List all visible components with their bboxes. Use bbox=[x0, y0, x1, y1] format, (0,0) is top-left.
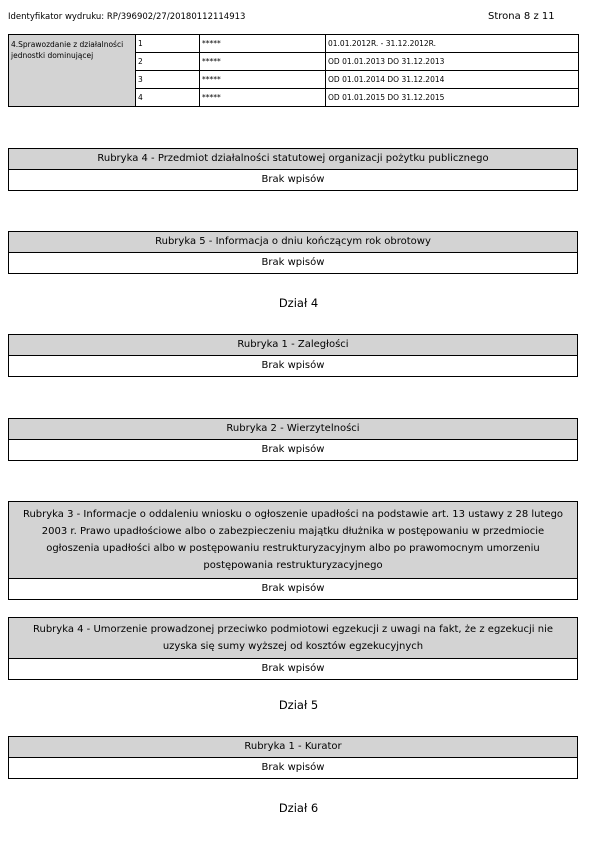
masked-value: ***** bbox=[200, 89, 326, 107]
table-row bbox=[9, 35, 579, 53]
row-number: 2 bbox=[136, 53, 200, 71]
rubryka-title: Rubryka 2 - Wierzytelności bbox=[9, 419, 577, 440]
period: OD 01.01.2014 DO 31.12.2014 bbox=[326, 71, 579, 89]
sprawozdanie-table bbox=[8, 34, 579, 107]
period: OD 01.01.2013 DO 31.12.2013 bbox=[326, 53, 579, 71]
period: OD 01.01.2015 DO 31.12.2015 bbox=[326, 89, 579, 107]
rubryka-title: Rubryka 1 - Kurator bbox=[9, 737, 577, 758]
section-heading-dzial-6: Dział 6 bbox=[278, 801, 319, 815]
empty-entry: Brak wpisów bbox=[261, 762, 325, 773]
empty-entry: Brak wpisów bbox=[261, 583, 325, 594]
section-heading-dzial-4: Dział 4 bbox=[278, 296, 319, 310]
rubryka-5-box bbox=[8, 231, 578, 274]
rubryka-2-box bbox=[8, 418, 578, 461]
rubryka-title: Rubryka 4 - Przedmiot działalności statutowej organizacji pożytku publicznego bbox=[9, 149, 577, 170]
rubryka-title: Rubryka 5 - Informacja o dniu kończącym rok obrotowy bbox=[9, 232, 577, 253]
rubryka-title: Rubryka 3 - Informacje o oddaleniu wniosku o ogłoszenie upadłości na podstawie art. 13 ustawy z 28 lutego 2003 r. Prawo upadłościowe albo o zabezpieczeniu majątku dłużnika w postępowaniu w przedmiocie ogłoszenia upadłości albo w postępowaniu restrukturyzacyjnym albo po prawomocnym umorzeniu postępowania restrukturyzacyjnego bbox=[9, 502, 577, 579]
row-number: 1 bbox=[136, 35, 200, 53]
rubryka-4-egzekucja-box bbox=[8, 617, 578, 680]
period: 01.01.2012R. - 31.12.2012R. bbox=[326, 35, 579, 53]
page-number: Strona 8 z 11 bbox=[488, 11, 555, 22]
empty-entry: Brak wpisów bbox=[261, 174, 325, 185]
empty-entry: Brak wpisów bbox=[261, 257, 325, 268]
rubryka-4-box bbox=[8, 148, 578, 191]
rubryka-kurator-box bbox=[8, 736, 578, 779]
masked-value: ***** bbox=[200, 35, 326, 53]
masked-value: ***** bbox=[200, 53, 326, 71]
print-identifier: Identyfikator wydruku: RP/396902/27/20180112114913 bbox=[8, 12, 246, 22]
empty-entry: Brak wpisów bbox=[261, 663, 325, 674]
sprawozdanie-label: 4.Sprawozdanie z działalności jednostki dominującej bbox=[9, 35, 136, 107]
rubryka-3-box bbox=[8, 501, 578, 600]
rubryka-title: Rubryka 1 - Zaległości bbox=[9, 335, 577, 356]
row-number: 3 bbox=[136, 71, 200, 89]
section-heading-dzial-5: Dział 5 bbox=[278, 698, 319, 712]
masked-value: ***** bbox=[200, 71, 326, 89]
row-number: 4 bbox=[136, 89, 200, 107]
rubryka-1-box bbox=[8, 334, 578, 377]
empty-entry: Brak wpisów bbox=[261, 360, 325, 371]
rubryka-title: Rubryka 4 - Umorzenie prowadzonej przeciwko podmiotowi egzekucji z uwagi na fakt, że z egzekucji nie uzyska się sumy wyższej od kosztów egzekucyjnych bbox=[9, 618, 577, 659]
empty-entry: Brak wpisów bbox=[261, 444, 325, 455]
